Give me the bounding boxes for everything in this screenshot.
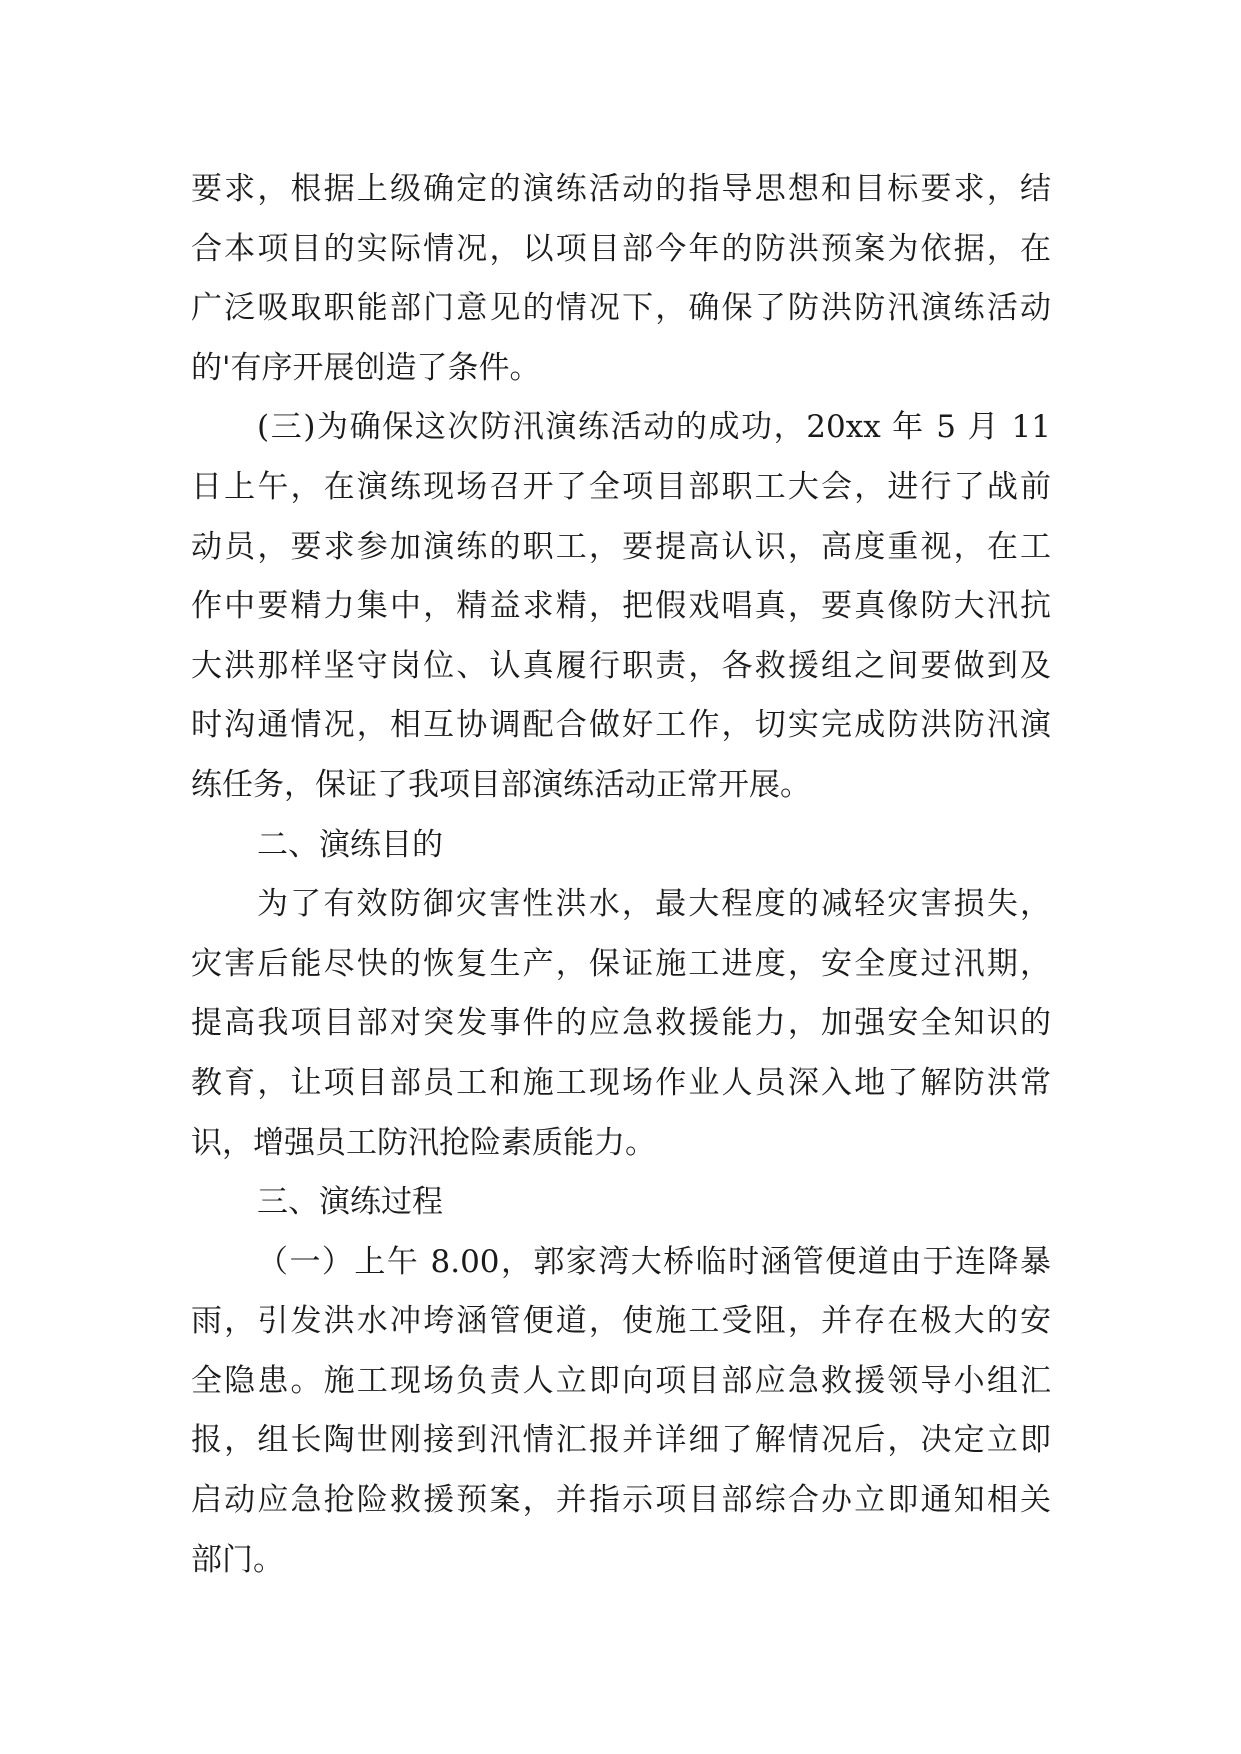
text-line: 启动应急抢险救援预案，并指示项目部综合办立即通知相关: [191, 1482, 1051, 1519]
text-line: 动员，要求参加演练的职工，要提高认识，高度重视，在工: [191, 528, 1051, 565]
text-line: 大洪那样坚守岗位、认真履行职责，各救援组之间要做到及: [191, 647, 1051, 684]
text-line: 报，组长陶世刚接到汛情汇报并详细了解情况后，决定立即: [191, 1422, 1051, 1459]
text-line: （一）上午 8.00，郭家湾大桥临时涵管便道由于连降暴: [257, 1243, 1051, 1280]
text-line: 提高我项目部对突发事件的应急救援能力，加强安全知识的: [191, 1005, 1051, 1042]
text-line: 日上午，在演练现场召开了全项目部职工大会，进行了战前: [191, 468, 1051, 505]
text-line: 雨，引发洪水冲垮涵管便道，使施工受阻，并存在极大的安: [191, 1303, 1051, 1340]
text-line: 合本项目的实际情况，以项目部今年的防洪预案为依据，在: [191, 230, 1051, 267]
text-line: 作中要精力集中，精益求精，把假戏唱真，要真像防大汛抗: [191, 588, 1051, 625]
text-line: (三)为确保这次防汛演练活动的成功，20xx 年 5 月 11: [257, 409, 1051, 446]
text-line: 广泛吸取职能部门意见的情况下，确保了防洪防汛演练活动: [191, 290, 1051, 327]
text-line: 二、演练目的: [257, 826, 443, 863]
text-line: 为了有效防御灾害性洪水，最大程度的减轻灾害损失，: [257, 886, 1051, 923]
text-line: 的'有序开展创造了条件。: [191, 349, 541, 386]
text-line: 灾害后能尽快的恢复生产，保证施工进度，安全度过汛期，: [191, 945, 1051, 982]
text-line: 识，增强员工防汛抢险素质能力。: [191, 1124, 656, 1161]
text-line: 练任务，保证了我项目部演练活动正常开展。: [191, 766, 811, 803]
text-line: 三、演练过程: [257, 1184, 443, 1221]
text-line: 要求，根据上级确定的演练活动的指导思想和目标要求，结: [191, 171, 1051, 207]
text-line: 部门。: [191, 1541, 284, 1578]
text-line: 教育，让项目部员工和施工现场作业人员深入地了解防洪常: [191, 1064, 1051, 1101]
text-line: 时沟通情况，相互协调配合做好工作，切实完成防洪防汛演: [191, 707, 1051, 744]
text-line: 全隐患。施工现场负责人立即向项目部应急救援领导小组汇: [191, 1362, 1051, 1399]
document-body: [191, 160, 1051, 1590]
